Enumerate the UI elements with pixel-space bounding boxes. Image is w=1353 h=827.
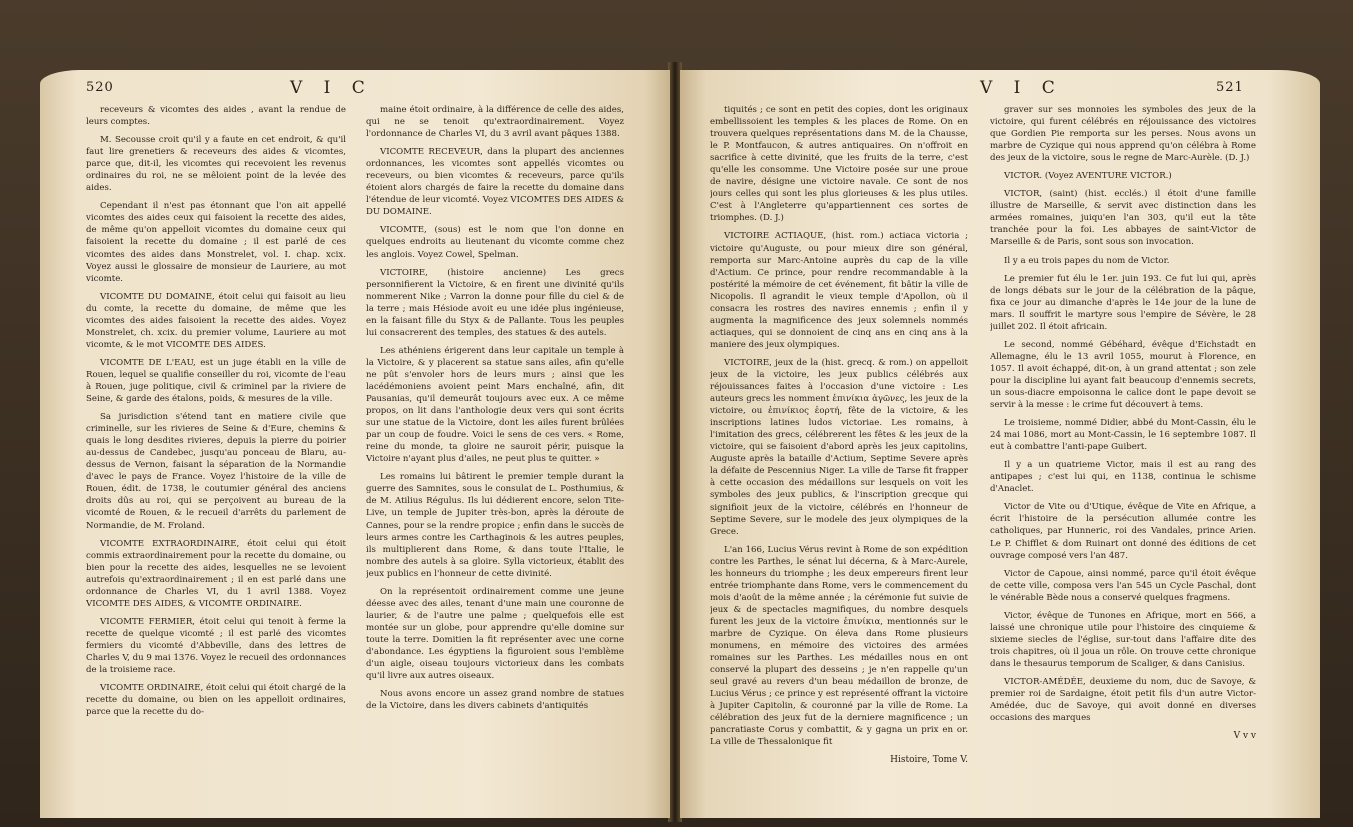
paragraph: M. Secousse croit qu'il y a faute en cet endroit, & qu'il faut lire grenetiers & receveurs des aides & vicomtes, parce que, dit-il, les vicomtes qui recevoient les revenus ordinaires du roi, ne se mêloient point de la levée des aides. <box>86 135 346 194</box>
paragraph: maine étoit ordinaire, à la différence de celle des aides, qui ne se tenoit qu'extraordinairement. Voyez l'ordonnance de Charles VI, du 3 avril avant pâques 1388. <box>366 105 624 140</box>
right-column-1 <box>710 104 968 804</box>
paragraph: VICOMTE EXTRAORDINAIRE, étoit celui qui étoit commis extraordinairement pour la recette du domaine, ou bien pour la recette des aides, lesquelles ne se levoient autrefois qu'extraordinairement ; il en est parlé dans une ordonnance de Charles VI, du 1 avril 1388. Voyez VICOMTE DES AIDES, & VICOMTE ORDINAIRE. <box>86 538 346 609</box>
paragraph: Le premier fut élu le 1er. juin 193. Ce fut lui qui, après de longs débats sur le jour de la célébration de la pâque, fixa ce jour au dimanche d'après le 14e jour de la lune de mars. Il souffrit le martyre sous l'empire de Sévère, le 28 juillet 202. Il étoit africain. <box>990 273 1256 332</box>
paragraph: Nous avons encore un assez grand nombre de statues de la Victoire, dans les divers cabinets d'antiquités <box>366 689 624 712</box>
paragraph: VICTOR, (saint) (hist. ecclés.) il étoit d'une famille illustre de Marseille, & servit avec distinction dans les armées romaines, juiqu'en l'an 303, qu'il eut la tête tranchée pour la foi. Les abbayes de saint-Victor de Marseille & de Paris, sont sous son invocation. <box>990 189 1256 248</box>
right-page <box>680 70 1320 818</box>
paragraph: Le troisieme, nommé Didier, abbé du Mont-Cassin, élu le 24 mai 1086, mort au Mont-Cassin, le 16 septembre 1087. Il eut à combattre l'anti-pape Guibert. <box>990 418 1256 453</box>
left-page <box>40 70 670 818</box>
paragraph: VICTOIRE, (histoire ancienne) Les grecs personnifierent la Victoire, & en firent une divinité qu'ils nommerent Nike ; Varron la donne pour fille du ciel & de la terre ; mais Hésiode avoit eu une idée plus ingénieuse, en la faisant fille du Styx & de Pallante. Tous les peuples lui consacrerent des temples, des statues & des autels. <box>366 267 624 338</box>
paragraph: Le second, nommé Gébéhard, évêque d'Eichstadt en Allemagne, élu le 13 avril 1055, mourut à Florence, en 1057. Il avoit échappé, dit-on, à un grand attentat ; son zele pour la discipline lui ayant fait beaucoup d'ennemis secrets, un sous-diacre empoisonna le calice dont le pape devoit se servir à la messe : le crime fut découvert à tems. <box>990 339 1256 411</box>
left-running-head <box>40 78 670 100</box>
paragraph: Cependant il n'est pas étonnant que l'on ait appellé vicomtes des aides ceux qui faisoient la recette des aides, de même qu'on appelloit vicomtes du domaine ceux qui faisoient la recette du domaine ; il est parlé de ces vicomtes des aides dans Monstrelet, vol. I. chap. xcix. Voyez aussi le glossaire de monsieur de Lauriere, au mot vicomte. <box>86 201 346 284</box>
paragraph: VICOMTE RECEVEUR, dans la plupart des anciennes ordonnances, les vicomtes sont appellés vicomtes ou receveurs, ou bien vicomtes & receveurs, parce qu'ils étoient alors chargés de faire la recette du domaine dans l'étendue de leur vicomté. Voyez VICOMTES DES AIDES & DU DOMAINE. <box>366 147 624 218</box>
paragraph: VICTOR. (Voyez AVENTURE VICTOR.) <box>1004 171 1172 182</box>
paragraph: receveurs & vicomtes des aides , avant la rendue de leurs comptes. <box>86 105 346 128</box>
paragraph: On la représentoit ordinairement comme une jeune déesse avec des ailes, tenant d'une main une couronne de laurier, & de l'autre une palme ; quelquefois elle est montée sur un globe, pour apprendre qu'elle domine sur toute la terre. Domitien la fit représenter avec une corne d'abondance. Les égyptiens la figuroient sous l'emblème d'un aigle, oiseau toujours victorieux dans les combats qu'il livre aux autres oiseaux. <box>366 586 624 682</box>
paragraph: VICOMTE DU DOMAINE, étoit celui qui faisoit au lieu du comte, la recette du domaine, de même que les vicomtes des aides faisoient la recette des aides. Voyez Monstrelet, ch. xcix. du premier volume, Lauriere au mot vicomte, & le mot VICOMTE DES AIDES. <box>86 291 346 350</box>
paragraph: L'an 166, Lucius Vérus revint à Rome de son expédition contre les Parthes, le sénat lui décerna, & à Marc-Aurele, les honneurs du triomphe ; les deux empereurs firent leur entrée triomphante dans Rome, vers le commencement du mois d'août de la même année ; la cérémonie fut suivie de jeux & de spectacles magnifiques, du nombre desquels furent les jeux de la victoire ἐπινίκια, mentionnés sur le marbre de Cyzique. On éleva dans Rome plusieurs monumens, en mémoire des victoires des armées romaines sur les Parthes. Les médailles nous en ont conservé la plupart des desseins ; je n'en rappelle qu'un seul gravé au revers d'un beau médaillon de bronze, de Lucius Vérus ; ce prince y est représenté offrant la victoire à Jupiter Capitolin, & couronné par la ville de Rome. La célébration des jeux fut de la derniere magnificence ; un pancratiaste Corus y combattit, & y gagna un prix en or. La ville de Thessalonique fit <box>710 544 968 748</box>
paragraph: Les athéniens érigerent dans leur capitale un temple à la Victoire, & y placerent sa statue sans ailes, afin qu'elle ne pût s'envoler hors de leurs murs ; ainsi que les lacédémoniens avoient peint Mars enchaîné, afin, dit Pausanias, qu'il demeurât toujours avec eux. A ce même propos, on lit dans l'anthologie deux vers qui sont écrits sur une statue de la Victoire, dont les ailes furent brûlées par un coup de foudre. Voici le sens de ces vers. « Rome, reine du monde, ta gloire ne sauroit périr, puisque la Victoire n'ayant plus d'ailes, ne peut plus te quitter. » <box>366 345 624 465</box>
left-column-1 <box>86 104 346 804</box>
left-page-number: 520 <box>86 80 114 95</box>
paragraph: VICOMTE, (sous) est le nom que l'on donne en quelques endroits au lieutenant du vicomte comme chez les anglois. Voyez Cowel, Spelman. <box>366 225 624 260</box>
right-head-title: V I C <box>980 78 1063 98</box>
paragraph: VICTOIRE, jeux de la (hist. grecq. & rom.) on appelloit jeux de la victoire, les jeux publics célébrés aux réjouissances faites à l'occasion d'une victoire : Les auteurs grecs les nomment ἐπινίκια ἀγῶνες, les jeux de la victoire, ou ἐπινίκιος ἑορτή, fête de la victoire, & les inscriptions latines ludos victoriae. Les romains, à l'imitation des grecs, célébrerent les fêtes & les jeux de la victoire, qui se faisoient d'abord après les jeux capitolins, Auguste après la bataille d'Actium, Septime Severe après la défaite de Pescennius Niger. La ville de Tarse fit frapper à cette occasion des médaillons sur lesquels on voit les symboles des jeux publics, & l'inscription grecque qui signifioit jeux de la victoire, célébrés en l'honneur de Septime Severe, sur le modele des jeux olympiques de la Grece. <box>710 357 968 537</box>
paragraph: Sa jurisdiction s'étend tant en matiere civile que criminelle, sur les rivieres de Seine & d'Eure, chemins & quais le long desdites rivieres, depuis la pierre du poirier au-dessus de Candebec, jusqu'au ponceau de Blaru, au-dessus de Vernon, faisant la séparation de la Normandie d'avec le pays de France. Voyez l'histoire de la ville de Rouen, édit. de 1738, le coutumier général des anciens droits dûs au roi, qui se perçoivent au bureau de la vicomté de Rouen, & le recueil d'arrêts du parlement de Normandie, de M. Froland. <box>86 412 346 531</box>
paragraph: Les romains lui bâtirent le premier temple durant la guerre des Samnites, sous le consulat de L. Posthumius, & de M. Atilius Régulus. Ils lui dédierent encore, selon Tite-Live, un temple de Jupiter très-bon, après la déroute de Cannes, pour se la rendre propice ; enfin dans le succès de leurs armes contre les Carthaginois & les autres peuples, ils multiplierent dans Rome, & dans toute l'Italie, le nombre des autels à sa gloire. Sylla victorieux, établit des jeux publics en l'honneur de cette divinité. <box>366 472 624 579</box>
signature-mark: V v v <box>1233 731 1256 742</box>
paragraph: Victor, évêque de Tunones en Afrique, mort en 566, a laissé une chronique utile pour l'histoire des cinquieme & sixieme siecles de l'église, sur-tout dans l'affaire dite des trois chapitres, où il joua un rôle. On trouve cette chronique dans le thesaurus temporum de Scaliger, & dans Canisius. <box>990 610 1256 669</box>
paragraph: tiquités ; ce sont en petit des copies, dont les originaux embellissoient les temples & les places de Rome. On en trouvera quelques représentations dans M. de la Chausse, le P. Montfaucon, & autres antiquaires. On n'offroit en sacrifice à cette divinité, que les fruits de la terre, c'est qu'elle les consomme. Une Victoire posée sur une proue de navire, désigne une victoire navale. Ce sont de nos jours celles qui sont les plus glorieuses & les plus utiles. C'est à l'Angleterre qu'appartiennent ces sortes de triomphes. (D. J.) <box>710 105 968 224</box>
paragraph: VICTOIRE ACTIAQUE, (hist. rom.) actiaca victoria ; victoire qu'Auguste, ou pour mieux dire son général, remporta sur Marc-Antoine auprès du cap de la ville d'Actium. Ce prince, pour rendre recommandable à la postérité la mémoire de cet événement, fit bâtir la ville de Nicopolis. Il agrandit le vieux temple d'Apollon, où il consacra les rostres des navires ennemis ; enfin il y augmenta la magnificence des jeux solemnels nommés actiaques, qui se donnoient de cinq ans en cinq ans à la maniere des jeux olympiques. <box>710 231 968 350</box>
left-column-2 <box>366 104 624 804</box>
right-column-2 <box>990 104 1256 804</box>
right-running-head <box>680 78 1320 100</box>
signature-mark: Histoire, Tome V. <box>890 755 968 766</box>
paragraph: VICTOR-AMÉDÉE, deuxieme du nom, duc de Savoye, & premier roi de Sardaigne, étoit petit fils d'un autre Victor-Amédée, duc de Savoye, qui avoit donné en diverses occasions des marques <box>990 676 1256 724</box>
paragraph: Victor de Capoue, ainsi nommé, parce qu'il étoit évêque de cette ville, composa vers l'an 545 un Cycle Paschal, dont le vénérable Bède nous a conservé quelques fragmens. <box>990 568 1256 603</box>
paragraph: VICOMTE FERMIER, étoit celui qui tenoit à ferme la recette de quelque vicomté ; il est parlé des vicomtes fermiers du vicomté d'Abbeville, dans des lettres de Charles V, du 9 mai 1376. Voyez le recueil des ordonnances de la troisieme race. <box>86 616 346 676</box>
paragraph: Il y a un quatrieme Victor, mais il est au rang des antipapes ; c'est lui qui, en 1138, continua le schisme d'Anaclet. <box>990 460 1256 495</box>
left-head-title: V I C <box>290 78 373 98</box>
paragraph: VICOMTE ORDINAIRE, étoit celui qui étoit chargé de la recette du domaine, ou bien on les appelloit ordinaires, parce que la recette du do- <box>86 683 346 718</box>
paragraph: graver sur ses monnoies les symboles des jeux de la victoire, qui furent célébrés en réjouissance des victoires que Gordien Pie remporta sur les perses. Nous avons un marbre de Cyzique qui nous apprend qu'on célébra à Rome des jeux de la victoire, sous le regne de Marc-Aurèle. (D. J.) <box>990 105 1256 164</box>
paragraph: Victor de Vite ou d'Utique, évêque de Vite en Afrique, a écrit l'histoire de la persécution allumée contre les catholiques, par Hunneric, roi des Vandales, prince Arien. Le P. Chifflet & dom Ruinart ont donné des éditions de cet ouvrage composé vers l'an 487. <box>990 502 1256 561</box>
paragraph: Il y a eu trois papes du nom de Victor. <box>1004 255 1170 266</box>
paragraph: VICOMTE DE L'EAU, est un juge établi en la ville de Rouen, lequel se qualifie conseiller du roi, vicomte de l'eau à Rouen, juge politique, civil & criminel par la riviere de Seine, & garde des étalons, poids, & mesures de la ville. <box>86 357 346 405</box>
right-page-number: 521 <box>1216 80 1244 95</box>
